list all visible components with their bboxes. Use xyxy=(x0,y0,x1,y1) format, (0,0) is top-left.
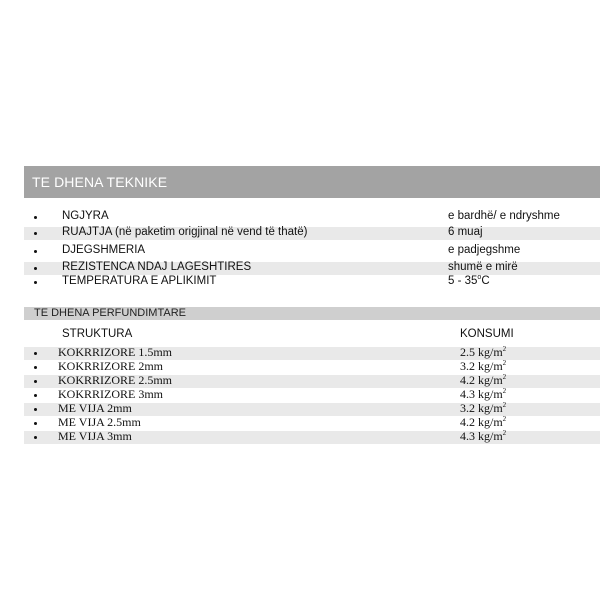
consumption-unit: kg/m xyxy=(478,373,503,387)
bullet-icon xyxy=(34,267,37,270)
consumption-amount: 4.2 xyxy=(460,373,475,387)
structure-name: ME VIJA 2.5mm xyxy=(58,415,141,429)
temperature-unit: C xyxy=(481,275,490,287)
structure-name: KOKRRIZORE 1.5mm xyxy=(58,345,172,359)
column-consumption-header: KONSUMI xyxy=(460,328,514,340)
column-structure-header: STRUKTURA xyxy=(62,328,133,340)
structure-name: ME VIJA 3mm xyxy=(58,429,132,443)
consumption-value xyxy=(460,359,506,374)
degree-sign: o xyxy=(477,274,482,281)
consumption-row xyxy=(24,431,600,444)
tech-row-storage xyxy=(24,227,600,240)
structure-name: ME VIJA 2mm xyxy=(58,401,132,415)
tech-value: shumë e mirë xyxy=(448,261,518,273)
unit-exponent: 2 xyxy=(502,387,507,395)
bullet-icon xyxy=(34,366,37,369)
consumption-unit: kg/m xyxy=(478,387,503,401)
consumption-unit: kg/m xyxy=(478,415,503,429)
technical-data-header: TE DHENA TEKNIKE xyxy=(24,166,600,198)
consumption-column-headers xyxy=(24,329,600,342)
structure-name: KOKRRIZORE 2mm xyxy=(58,359,163,373)
tech-row-color xyxy=(24,211,600,224)
bullet-icon xyxy=(34,422,37,425)
bullet-icon xyxy=(34,436,37,439)
tech-row-flammability xyxy=(24,245,600,258)
consumption-value xyxy=(460,373,506,388)
consumption-amount: 3.2 xyxy=(460,359,475,373)
tech-label: NGJYRA xyxy=(62,210,109,222)
tech-value: 6 muaj xyxy=(448,226,483,238)
bullet-icon xyxy=(34,380,37,383)
tech-label: RUAJTJA (në paketim origjinal në vend të thatë) xyxy=(62,226,308,238)
tech-row-temperature xyxy=(24,276,600,289)
final-data-header: TE DHENA PERFUNDIMTARE xyxy=(24,307,600,320)
consumption-unit: kg/m xyxy=(478,401,503,415)
bullet-icon xyxy=(34,250,37,253)
consumption-value xyxy=(460,387,506,402)
unit-exponent: 2 xyxy=(502,415,507,423)
tech-value: e padjegshme xyxy=(448,244,521,256)
consumption-amount: 2.5 xyxy=(460,345,475,359)
structure-name: KOKRRIZORE 3mm xyxy=(58,387,163,401)
bullet-icon xyxy=(34,352,37,355)
consumption-unit: kg/m xyxy=(478,359,503,373)
consumption-value xyxy=(460,415,506,430)
consumption-unit: kg/m xyxy=(478,429,503,443)
unit-exponent: 2 xyxy=(502,429,507,437)
tech-label: TEMPERATURA E APLIKIMIT xyxy=(62,275,217,287)
consumption-unit: kg/m xyxy=(478,345,503,359)
unit-exponent: 2 xyxy=(502,359,507,367)
bullet-icon xyxy=(34,281,37,284)
tech-label: REZISTENCA NDAJ LAGESHTIRES xyxy=(62,261,252,273)
consumption-value xyxy=(460,345,506,360)
unit-exponent: 2 xyxy=(502,373,507,381)
bullet-icon xyxy=(34,408,37,411)
bullet-icon xyxy=(34,394,37,397)
consumption-amount: 4.3 xyxy=(460,429,475,443)
tech-value: e bardhë/ e ndryshme xyxy=(448,210,560,222)
structure-name: KOKRRIZORE 2.5mm xyxy=(58,373,172,387)
temperature-range: 5 - 35 xyxy=(448,275,478,287)
unit-exponent: 2 xyxy=(502,345,507,353)
bullet-icon xyxy=(34,216,37,219)
tech-value xyxy=(448,274,490,289)
consumption-amount: 3.2 xyxy=(460,401,475,415)
consumption-value xyxy=(460,429,506,444)
bullet-icon xyxy=(34,232,37,235)
consumption-value xyxy=(460,401,506,416)
consumption-amount: 4.2 xyxy=(460,415,475,429)
tech-label: DJEGSHMERIA xyxy=(62,244,146,256)
consumption-amount: 4.3 xyxy=(460,387,475,401)
unit-exponent: 2 xyxy=(502,401,507,409)
